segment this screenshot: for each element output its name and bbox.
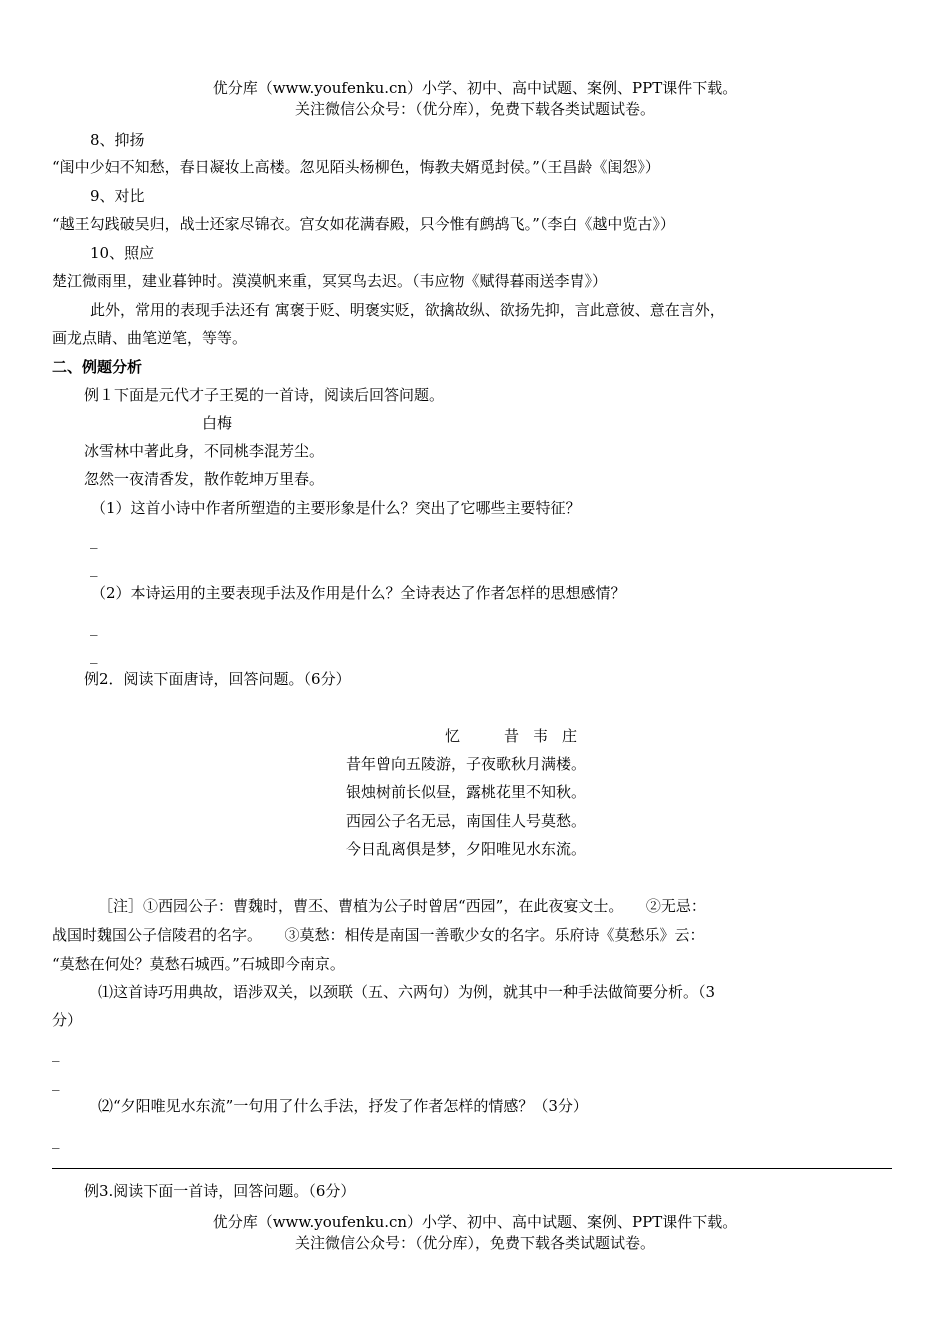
answer-blank: _ — [52, 1044, 60, 1062]
footer-line-1: 优分库（www.youfenku.cn）小学、初中、高中试题、案例、PPT课件下载。 — [212, 1213, 738, 1231]
poem-title-char: 昔 — [504, 727, 520, 745]
example-2-note-line-2: 战国时魏国公子信陵君的名字。 ③莫愁：相传是南国一善歌少女的名字。乐府诗《莫愁乐》云： — [52, 926, 705, 944]
poem-title-char: 庄 — [562, 727, 578, 745]
poem-title-char: 忆 — [445, 727, 461, 745]
answer-blank: _ — [90, 559, 98, 577]
extra-line-2: 画龙点睛、曲笔逆笔，等等。 — [52, 329, 248, 347]
extra-line-1: 此外，常用的表现手法还有 寓褒于贬、明褒实贬，欲擒故纵、欲扬先抑，言此意彼、意在言外， — [90, 301, 725, 319]
technique-9-example: “越王勾践破吴归，战士还家尽锦衣。宫女如花满春殿，只今惟有鹧鸪飞。”（李白《越中览古》） — [52, 215, 675, 233]
example-2-note-line-1: ［注］①西园公子：曹魏时，曹丕、曹植为公子时曾居“西园”，在此夜宴文士。 ②无忌： — [98, 897, 706, 915]
answer-blank: _ — [90, 646, 98, 664]
footer-line-2: 关注微信公众号：（优分库），免费下载各类试题试卷。 — [294, 1234, 655, 1252]
answer-blank: _ — [52, 1073, 60, 1091]
example-2-poem-line-4: 今日乱离俱是梦，夕阳唯见水东流。 — [346, 840, 587, 858]
example-1-intro: 例１下面是元代才子王冕的一首诗，阅读后回答问题。 — [84, 386, 445, 404]
example-2-intro: 例2．阅读下面唐诗，回答问题。（6分） — [84, 670, 351, 688]
answer-blank: _ — [90, 531, 98, 549]
example-2-poem-title — [445, 726, 577, 746]
example-2-poem-line-3: 西园公子名无忌，南国佳人号莫愁。 — [346, 812, 587, 830]
answer-blank: _ — [52, 1131, 60, 1149]
example-1-poem-title: 白梅 — [202, 414, 233, 432]
header-line-1: 优分库（www.youfenku.cn）小学、初中、高中试题、案例、PPT课件下载。 — [212, 79, 738, 97]
example-2-note-line-3: “莫愁在何处？莫愁石城西。”石城即今南京。 — [52, 955, 345, 973]
section-2-heading: 二、例题分析 — [52, 358, 143, 376]
header-line-2: 关注微信公众号：（优分库），免费下载各类试题试卷。 — [294, 100, 655, 118]
technique-8-label: 8、抑扬 — [90, 131, 145, 149]
divider-line — [52, 1168, 892, 1169]
example-1-poem-line-1: 冰雪林中著此身，不同桃李混芳尘。 — [84, 442, 325, 460]
example-2-question-1-line-2: 分） — [52, 1011, 83, 1029]
technique-10-label: 10、照应 — [90, 244, 155, 262]
technique-9-label: 9、对比 — [90, 187, 145, 205]
answer-blank: _ — [90, 618, 98, 636]
example-3-intro: 例3.阅读下面一首诗，回答问题。（6分） — [84, 1182, 356, 1200]
example-2-poem-line-2: 银烛树前长似昼，露桃花里不知秋。 — [346, 783, 587, 801]
example-2-question-2: ⑵“夕阳唯见水东流”一句用了什么手法，抒发了作者怎样的情感？（3分） — [98, 1097, 588, 1115]
example-1-question-2: （2）本诗运用的主要表现手法及作用是什么？全诗表达了作者怎样的思想感情？ — [91, 584, 626, 602]
technique-8-example: “闺中少妇不知愁，春日凝妆上高楼。忽见陌头杨柳色，悔教夫婿觅封侯。”（王昌龄《闺怨》） — [52, 158, 660, 176]
example-1-poem-line-2: 忽然一夜清香发，散作乾坤万里春。 — [84, 470, 325, 488]
example-1-question-1: （1）这首小诗中作者所塑造的主要形象是什么？突出了它哪些主要特征？ — [91, 499, 581, 517]
example-2-question-1-line-1: ⑴这首诗巧用典故，语涉双关，以颈联（五、六两句）为例，就其中一种手法做简要分析。（3 — [98, 983, 716, 1001]
technique-10-example: 楚江微雨里，建业暮钟时。漠漠帆来重，冥冥鸟去迟。（韦应物《赋得暮雨送李胄》） — [52, 272, 608, 290]
example-2-poem-line-1: 昔年曾向五陵游，子夜歌秋月满楼。 — [346, 755, 587, 773]
poem-title-char: 韦 — [533, 727, 549, 745]
